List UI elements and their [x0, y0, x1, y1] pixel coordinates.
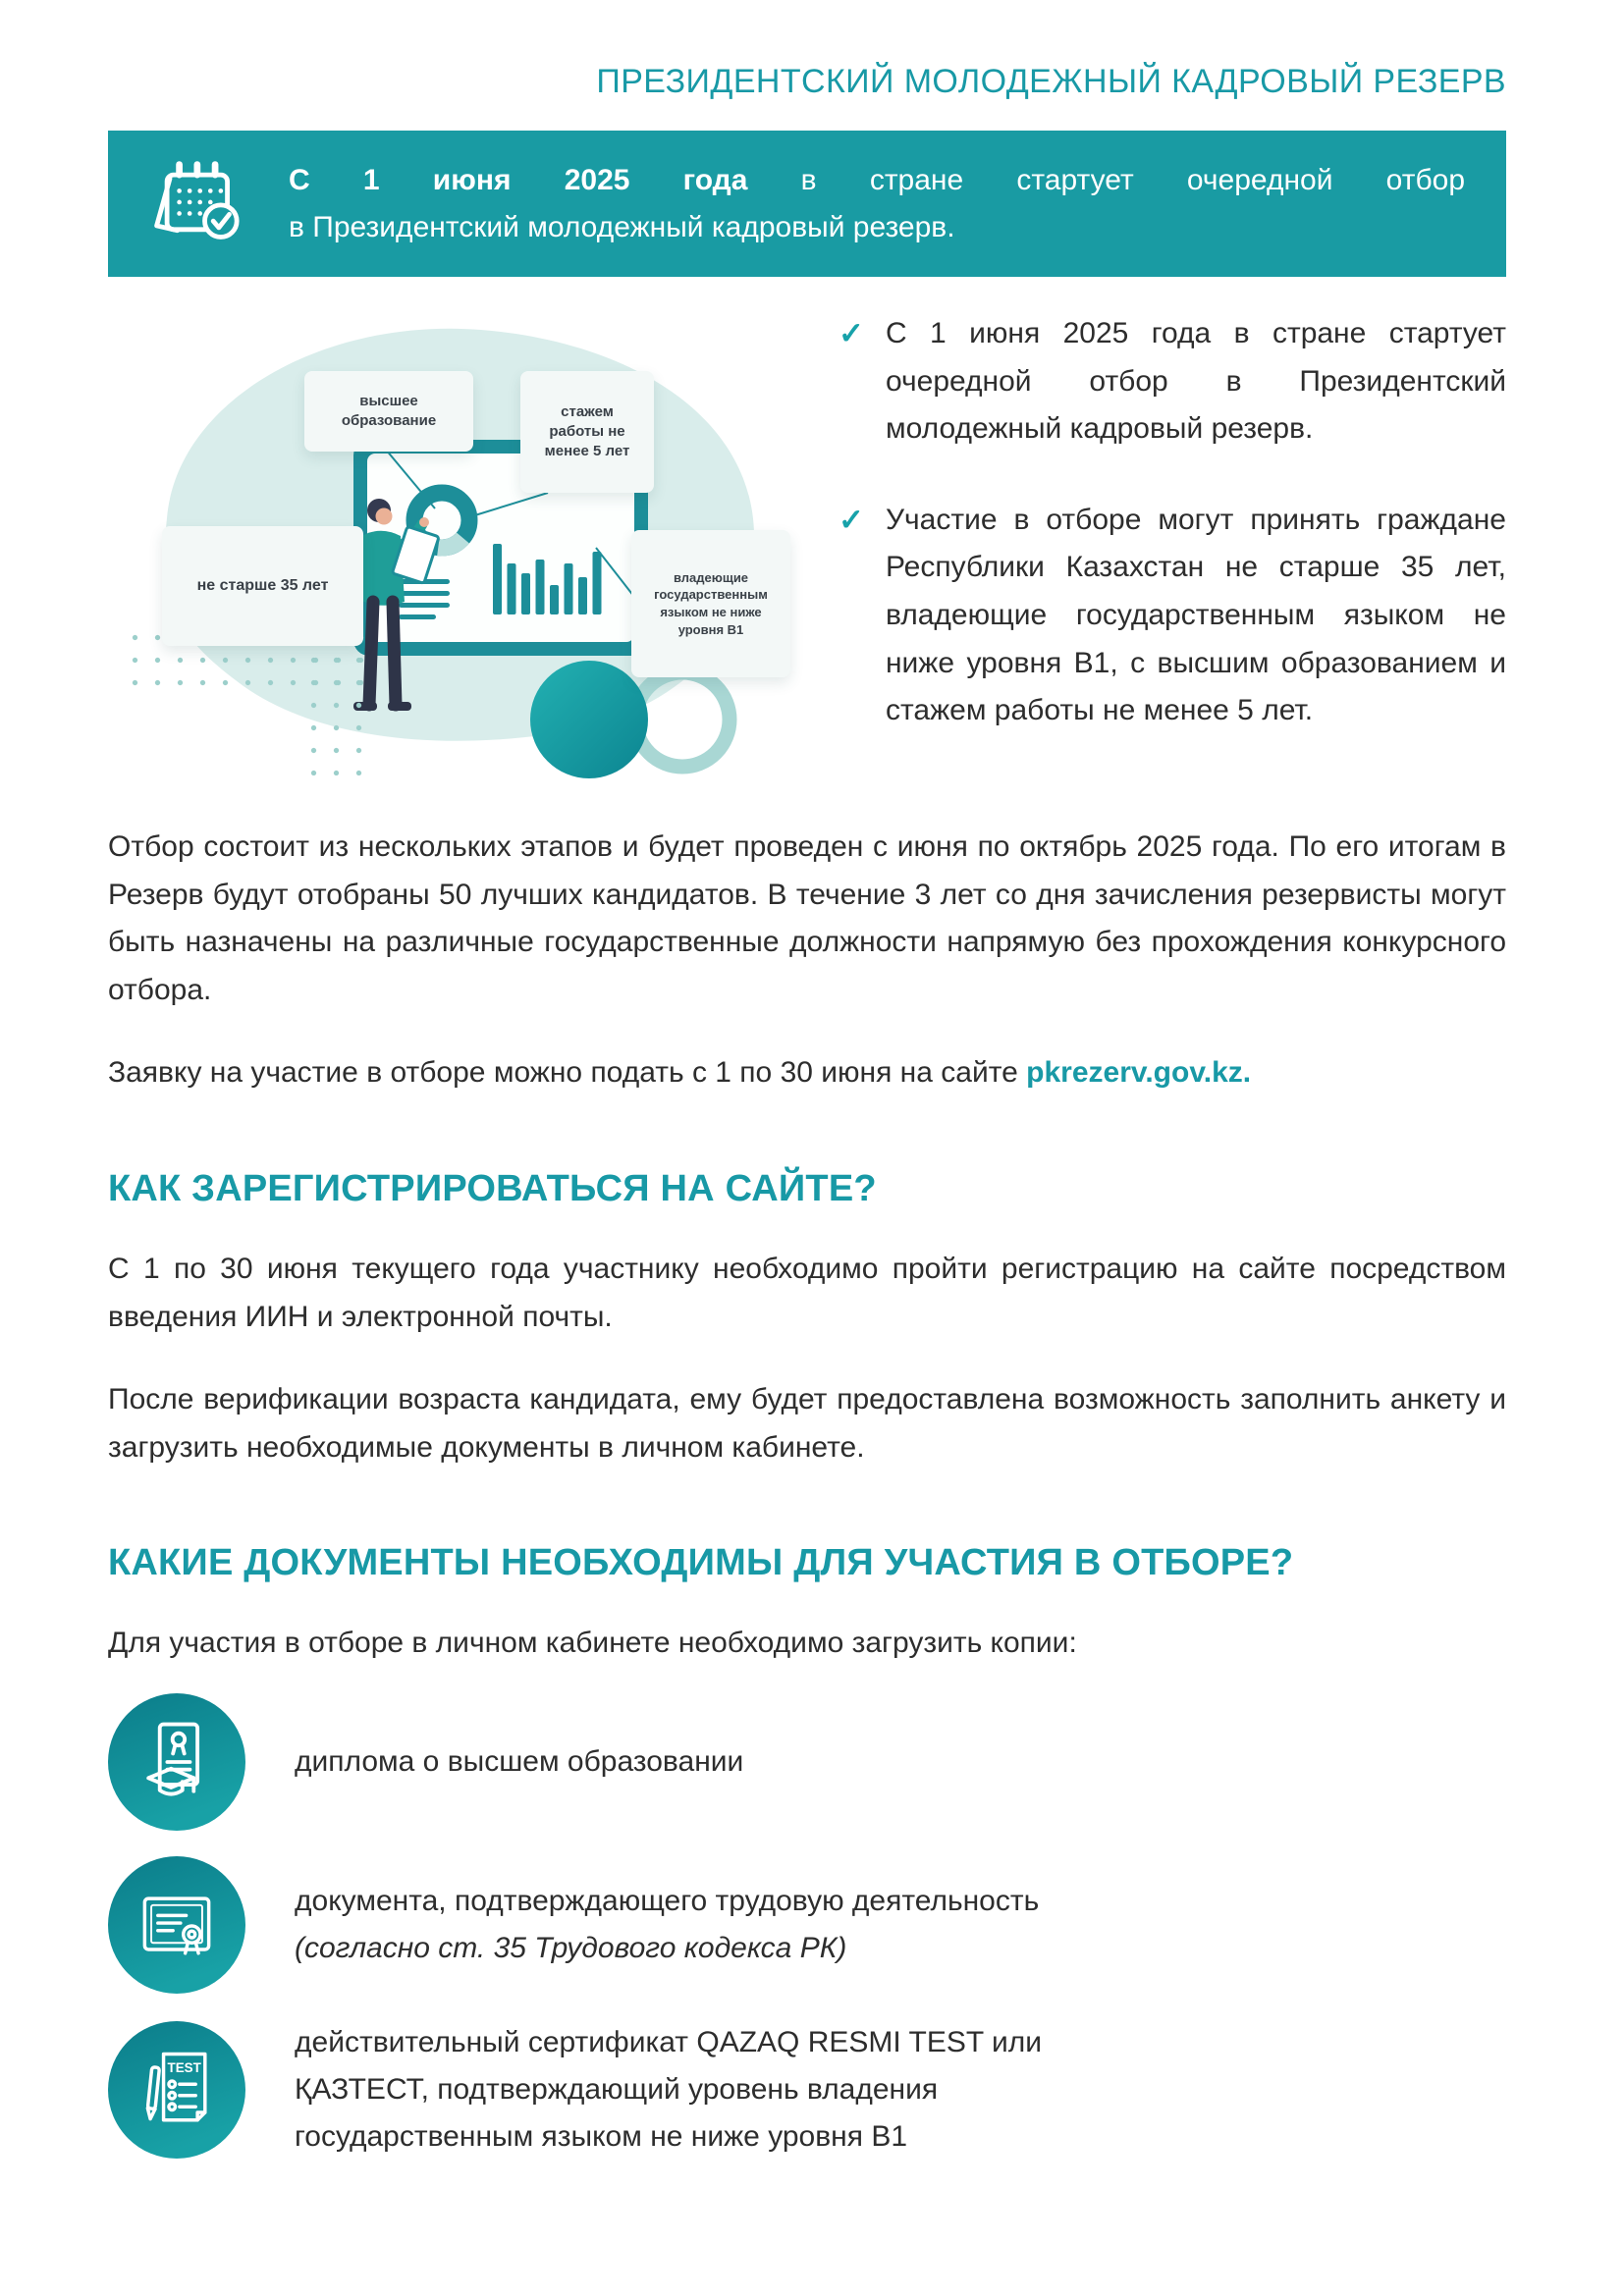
apply-text: Заявку на участие в отборе можно подать с 1 по 30 июня на сайте: [108, 1056, 1027, 1090]
list-item: [108, 1856, 1506, 1994]
documents-intro: Для участия в отборе в личном кабинете необходимо загрузить копии:: [108, 1627, 1077, 1660]
key-points: [785, 302, 1506, 788]
requirements-illustration: [108, 302, 785, 788]
register-paragraph: После верификации возраста кандидата, ему будет предоставлена возможность заполнить анкету и загрузить необходимые документы в личном кабинете.: [108, 1383, 1506, 1464]
list-item: [839, 497, 1506, 735]
register-section-heading: КАК ЗАРЕГИСТРИРОВАТЬСЯ НА САЙТЕ?: [108, 1167, 877, 1209]
bullet-text: С 1 июня 2025 года в стране стартует очередной отбор в Президентский молодежный кадровый резерв.: [885, 317, 1506, 446]
document-text: диплома о высшем образовании: [295, 1744, 744, 1778]
register-paragraph: С 1 по 30 июня текущего года участнику необходимо пройти регистрацию на сайте посредством введения ИИН и электронной почты.: [108, 1252, 1506, 1333]
work-certificate-icon: [108, 1856, 245, 1994]
banner-date-bold: С 1 июня 2025 года: [289, 163, 748, 196]
calendar-check-icon: [141, 154, 245, 253]
document-text-note: (согласно ст. 35 Трудового кодекса РК): [295, 1931, 847, 1964]
announcement-banner: [108, 131, 1506, 277]
list-item: [108, 1693, 1506, 1831]
label-education: высшее образование: [304, 371, 473, 452]
dots-pattern: [302, 626, 371, 775]
diploma-icon: [108, 1693, 245, 1831]
svg-text:TEST: TEST: [167, 2059, 201, 2075]
apply-line: [108, 1049, 1506, 1097]
site-link[interactable]: pkrezerv.gov.kz.: [1026, 1056, 1252, 1090]
list-item: [108, 2019, 1506, 2161]
label-language: владеющие государственным языком не ниже уровня В1: [631, 530, 790, 677]
language-test-icon: [108, 2021, 245, 2159]
documents-section-heading: КАКИЕ ДОКУМЕНТЫ НЕОБХОДИМЫ ДЛЯ УЧАСТИЯ В ОТБОРЕ?: [108, 1542, 1294, 1584]
bullet-text: Участие в отборе могут принять граждане Республики Казахстан не старше 35 лет, владеющие государственным языком не ниже уровня В1, с высшим образованием и стажем работы не менее 5 лет.: [885, 503, 1506, 727]
check-icon: ✓: [839, 502, 864, 537]
selection-paragraph: Отбор состоит из нескольких этапов и будет проведен с июня по октябрь 2025 года. По его итогам в Резерв будут отобраны 50 лучших кандидатов. В течение 3 лет со дня зачисления резервисты могут быть назначены на различные государственные должности напрямую без прохождения конкурсного отбора.: [108, 830, 1506, 1006]
label-age: не старше 35 лет: [162, 526, 363, 646]
banner-line1-rest: в стране стартует очередной отбор: [800, 163, 1466, 196]
page-title: ПРЕЗИДЕНТСКИЙ МОЛОДЕЖНЫЙ КАДРОВЫЙ РЕЗЕРВ: [596, 63, 1506, 100]
document-text: [295, 1878, 1039, 1972]
document-text: действительный сертификат QAZAQ RESMI TEST или ҚАЗТЕСТ, подтверждающий уровень владения государственным языком не ниже уровня В1: [295, 2025, 1043, 2153]
document-text-main: документа, подтверждающего трудовую деятельность: [295, 1884, 1040, 1917]
banner-text: [289, 157, 1465, 251]
label-experience: стажем работы не менее 5 лет: [520, 371, 654, 493]
documents-list: [108, 1693, 1506, 2161]
hero-row: [108, 302, 1506, 788]
banner-line2: в Президентский молодежный кадровый резерв.: [289, 210, 955, 243]
list-item: [839, 310, 1506, 454]
check-icon: ✓: [839, 316, 864, 350]
